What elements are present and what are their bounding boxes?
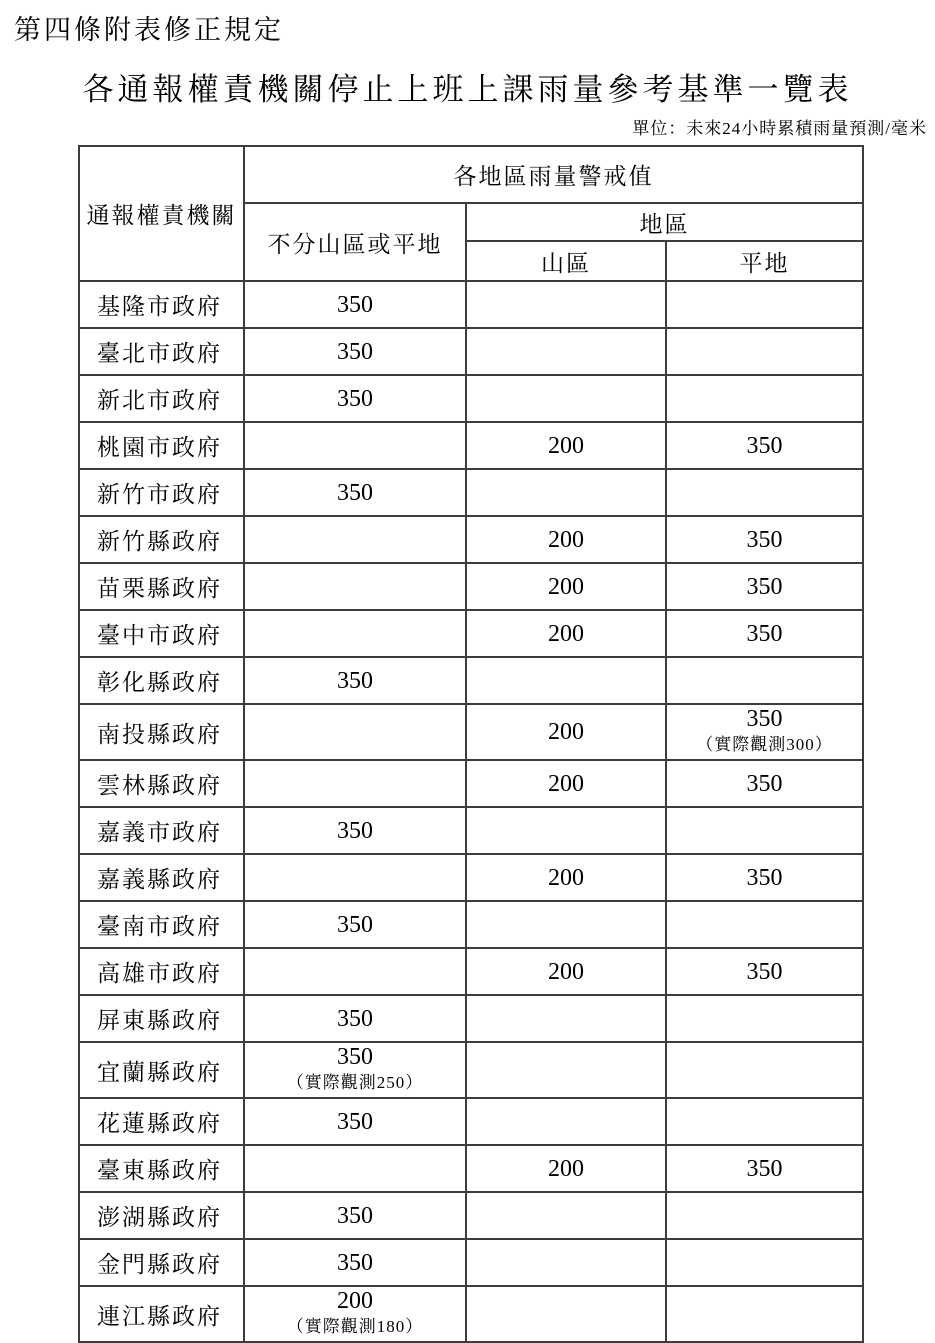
threshold-value: 200 [548, 1155, 584, 1182]
mountain-cell [466, 610, 666, 657]
col-header-mountain: 山區 [466, 241, 666, 281]
flat-cell [666, 610, 863, 657]
flat-cell [666, 281, 863, 328]
no-distinction-cell [244, 995, 466, 1042]
table-row [79, 422, 863, 469]
threshold-value: 350 [337, 1202, 373, 1229]
table-row [79, 1042, 863, 1098]
no-distinction-cell [244, 1098, 466, 1145]
no-distinction-cell [244, 281, 466, 328]
agency-cell: 臺南市政府 [79, 901, 244, 948]
table-row [79, 1145, 863, 1192]
table-row [79, 807, 863, 854]
threshold-value: 350 [746, 958, 783, 985]
table-row [79, 1192, 863, 1239]
agency-cell: 新竹市政府 [79, 469, 244, 516]
unit-note: 單位：未來24小時累積雨量預測/毫米 [632, 119, 927, 138]
flat-cell [666, 1239, 863, 1286]
mountain-cell [466, 328, 666, 375]
mountain-cell [466, 807, 666, 854]
mountain-cell [466, 657, 666, 704]
mountain-cell [466, 375, 666, 422]
mountain-cell [466, 516, 666, 563]
agency-cell: 連江縣政府 [79, 1286, 244, 1342]
flat-cell [666, 422, 863, 469]
table-row [79, 328, 863, 375]
threshold-value: 350 [746, 706, 783, 732]
threshold-value: 200 [548, 770, 584, 797]
agency-cell: 屏東縣政府 [79, 995, 244, 1042]
agency-cell: 嘉義縣政府 [79, 854, 244, 901]
agency-cell: 新竹縣政府 [79, 516, 244, 563]
flat-cell [666, 807, 863, 854]
flat-cell [666, 995, 863, 1042]
no-distinction-cell [244, 469, 466, 516]
col-header-flat: 平地 [666, 241, 863, 281]
agency-cell: 雲林縣政府 [79, 760, 244, 807]
threshold-value: 350 [746, 432, 783, 459]
flat-cell [666, 563, 863, 610]
flat-cell [666, 375, 863, 422]
no-distinction-cell [244, 1239, 466, 1286]
no-distinction-cell [244, 1192, 466, 1239]
flat-cell [666, 657, 863, 704]
mountain-cell [466, 1239, 666, 1286]
agency-cell: 臺東縣政府 [79, 1145, 244, 1192]
article-heading: 第四條附表修正規定 [14, 15, 284, 45]
rainfall-threshold-table [78, 145, 864, 1343]
mountain-cell [466, 760, 666, 807]
flat-cell [666, 328, 863, 375]
table-row [79, 610, 863, 657]
mountain-cell [466, 1192, 666, 1239]
observed-note: （實際觀測250） [286, 1073, 424, 1092]
no-distinction-cell [244, 375, 466, 422]
agency-cell: 新北市政府 [79, 375, 244, 422]
flat-cell [666, 469, 863, 516]
mountain-cell [466, 281, 666, 328]
threshold-value: 350 [337, 911, 373, 938]
table-row [79, 760, 863, 807]
mountain-cell [466, 563, 666, 610]
agency-cell: 桃園市政府 [79, 422, 244, 469]
no-distinction-cell [244, 854, 466, 901]
table-row [79, 563, 863, 610]
table-row [79, 995, 863, 1042]
agency-cell: 金門縣政府 [79, 1239, 244, 1286]
observed-note: （實際觀測180） [286, 1317, 424, 1336]
mountain-cell [466, 469, 666, 516]
threshold-value: 350 [746, 526, 783, 553]
agency-cell: 高雄市政府 [79, 948, 244, 995]
threshold-value: 200 [548, 719, 584, 745]
no-distinction-cell [244, 328, 466, 375]
no-distinction-cell [244, 901, 466, 948]
agency-cell: 嘉義市政府 [79, 807, 244, 854]
threshold-value: 350 [337, 1249, 373, 1276]
threshold-value: 200 [548, 958, 584, 985]
agency-cell: 苗栗縣政府 [79, 563, 244, 610]
agency-cell: 宜蘭縣政府 [79, 1042, 244, 1098]
flat-cell [666, 901, 863, 948]
agency-cell: 臺北市政府 [79, 328, 244, 375]
threshold-value: 350 [337, 338, 373, 365]
mountain-cell [466, 1098, 666, 1145]
header-row-1 [79, 146, 863, 203]
agency-cell: 彰化縣政府 [79, 657, 244, 704]
no-distinction-cell [244, 1145, 466, 1192]
flat-cell [666, 760, 863, 807]
table-row [79, 516, 863, 563]
agency-cell: 臺中市政府 [79, 610, 244, 657]
threshold-value: 350 [746, 1155, 783, 1182]
threshold-value: 350 [337, 817, 373, 844]
no-distinction-cell [244, 610, 466, 657]
mountain-cell [466, 854, 666, 901]
threshold-value: 350 [746, 770, 783, 797]
table-row [79, 1239, 863, 1286]
no-distinction-cell [244, 563, 466, 610]
mountain-cell [466, 1145, 666, 1192]
no-distinction-cell [244, 760, 466, 807]
threshold-value: 350 [746, 864, 783, 891]
threshold-value: 350 [337, 291, 373, 318]
threshold-value: 350 [337, 385, 373, 412]
flat-cell [666, 1098, 863, 1145]
no-distinction-cell [244, 516, 466, 563]
flat-cell [666, 1145, 863, 1192]
page-title: 各通報權責機關停止上班上課雨量參考基準一覽表 [82, 72, 853, 107]
col-header-region: 地區 [466, 203, 863, 241]
no-distinction-cell [244, 948, 466, 995]
mountain-cell [466, 948, 666, 995]
threshold-value: 200 [548, 573, 584, 600]
no-distinction-cell [244, 657, 466, 704]
table-row [79, 1286, 863, 1342]
agency-cell: 澎湖縣政府 [79, 1192, 244, 1239]
agency-cell: 花蓮縣政府 [79, 1098, 244, 1145]
threshold-value: 350 [337, 1044, 373, 1070]
threshold-value: 350 [337, 667, 373, 694]
agency-cell: 基隆市政府 [79, 281, 244, 328]
col-header-agency: 通報權責機關 [79, 146, 244, 281]
mountain-cell [466, 1286, 666, 1342]
mountain-cell [466, 1042, 666, 1098]
mountain-cell [466, 901, 666, 948]
table-row [79, 375, 863, 422]
table-row [79, 469, 863, 516]
threshold-value: 350 [337, 479, 373, 506]
flat-cell [666, 854, 863, 901]
flat-cell [666, 516, 863, 563]
no-distinction-cell [244, 422, 466, 469]
table-row [79, 1098, 863, 1145]
threshold-value: 200 [548, 620, 584, 647]
table-row [79, 281, 863, 328]
threshold-value: 350 [337, 1005, 373, 1032]
no-distinction-cell [244, 704, 466, 760]
threshold-value: 350 [746, 620, 783, 647]
mountain-cell [466, 995, 666, 1042]
no-distinction-cell [244, 1042, 466, 1098]
agency-cell: 南投縣政府 [79, 704, 244, 760]
mountain-cell [466, 704, 666, 760]
no-distinction-cell [244, 807, 466, 854]
threshold-value: 350 [337, 1108, 373, 1135]
table-row [79, 854, 863, 901]
flat-cell [666, 704, 863, 760]
flat-cell [666, 1286, 863, 1342]
no-distinction-cell [244, 1286, 466, 1342]
flat-cell [666, 1192, 863, 1239]
table-row [79, 657, 863, 704]
threshold-value: 200 [548, 432, 584, 459]
threshold-value: 350 [746, 573, 783, 600]
flat-cell [666, 1042, 863, 1098]
table-row [79, 948, 863, 995]
threshold-value: 200 [548, 526, 584, 553]
threshold-value: 200 [337, 1288, 373, 1314]
flat-cell [666, 948, 863, 995]
table-row [79, 901, 863, 948]
threshold-value: 200 [548, 864, 584, 891]
table-row [79, 704, 863, 760]
observed-note: （實際觀測300） [696, 735, 833, 754]
col-header-warning-values: 各地區雨量警戒值 [244, 146, 863, 203]
col-header-no-distinction: 不分山區或平地 [244, 203, 466, 281]
mountain-cell [466, 422, 666, 469]
